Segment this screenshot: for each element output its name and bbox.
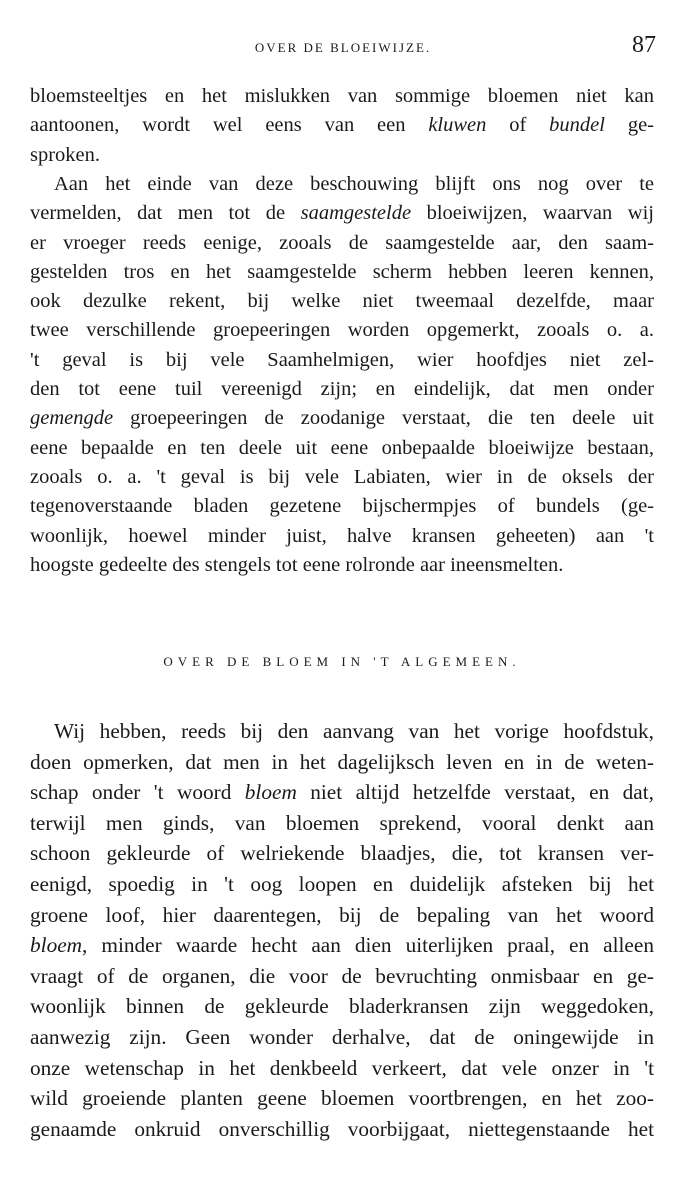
text-segment: , minder waarde hecht aan dien uiterlijken praal, en alleen: [82, 933, 654, 958]
text-segment: vraagt of de organen, die voor de bevruchting onmisbaar en ge-: [30, 963, 654, 988]
text-line: [30, 170, 654, 199]
text-line: [30, 346, 654, 375]
text-segment: twee verschillende groepeeringen worden opgemerkt, zooals o. a.: [30, 319, 654, 342]
text-segment: schoon gekleurde of welriekende blaadjes, die, tot kransen ver-: [30, 841, 654, 866]
text-line: [30, 404, 654, 433]
text-segment: groepeeringen de zoodanige verstaat, die ten deele uit: [113, 407, 654, 430]
text-line: [30, 1022, 654, 1053]
text-line: [30, 141, 654, 170]
text-line: [30, 287, 654, 316]
text-segment: ook dezulke rekent, bij welke niet tweemaal dezelfde, maar: [30, 290, 654, 313]
text-line: [30, 838, 654, 869]
text-segment: eenigd, spoedig in 't oog loopen en duidelijk afsteken bij het: [30, 872, 654, 896]
text-line: [30, 111, 654, 140]
text-segment: er vroeger reeds eenige, zooals de saamgestelde aar, den saam-: [30, 231, 654, 254]
text-segment: terwijl men ginds, van bloemen sprekend, vooral denkt aan: [30, 810, 654, 835]
text-line: [30, 1114, 654, 1145]
text-segment: bloeiwijzen, waarvan wij: [411, 202, 654, 225]
italic-term: kluwen: [428, 114, 487, 137]
text-segment: gestelden tros en het saamgestelde scherm hebben leeren kennen,: [30, 260, 654, 283]
text-segment: of: [486, 114, 550, 137]
text-line: [30, 777, 654, 808]
text-segment: aanwezig zijn. Geen wonder derhalve, dat de oningewijde in: [30, 1025, 654, 1049]
text-line: [30, 991, 654, 1022]
text-line: [30, 1083, 654, 1114]
text-line: [30, 1053, 654, 1084]
text-line: [30, 747, 654, 778]
text-segment: groene loof, hier daarentegen, bij de bepaling van het woord: [30, 902, 654, 927]
text-line: [30, 82, 654, 111]
text-segment: vermelden, dat men tot de: [30, 202, 301, 225]
text-segment: Wij hebben, reeds bij den aanvang van het vorige hoofdstuk,: [54, 719, 654, 743]
text-line: [30, 869, 654, 900]
text-line: [30, 522, 654, 551]
text-segment: den tot eene tuil vereenigd zijn; en eindelijk, dat men onder: [30, 378, 654, 400]
italic-term: saamgestelde: [300, 202, 412, 225]
running-title: OVER DE BLOEIWIJZE.: [254, 40, 432, 55]
text-line: [30, 808, 654, 839]
text-line: [30, 961, 654, 992]
text-line: [30, 492, 654, 521]
text-segment: schap onder 't woord: [30, 780, 245, 805]
text-segment: niet altijd hetzelfde verstaat, en dat,: [296, 780, 654, 805]
text-segment: wild groeiende planten geene bloemen voortbrengen, en het zoo-: [30, 1086, 654, 1111]
text-segment: woonlijk, hoewel minder juist, halve kransen geheeten) aan 't: [30, 524, 654, 547]
italic-term: bloem: [30, 933, 83, 958]
text-segment: bloemsteeltjes en het mislukken van sommige bloemen niet kan: [30, 85, 654, 107]
text-line: [30, 716, 654, 747]
text-line: [30, 258, 654, 287]
text-line: [30, 463, 654, 492]
italic-term: bloem: [244, 780, 297, 805]
text-segment: tegenoverstaande bladen gezetene bijschermpjes of bundels (ge-: [30, 495, 654, 518]
text-line: [30, 316, 654, 345]
page-number: 87: [632, 32, 656, 58]
text-segment: hoogste gedeelte des stengels tot eene rolronde aar ineensmelten.: [30, 553, 564, 576]
text-segment: Aan het einde van deze beschouwing blijft ons nog over te: [54, 172, 654, 195]
text-segment: eene bepaalde en ten deele uit eene onbepaalde bloeiwijze bestaan,: [30, 436, 654, 459]
page-header: [30, 30, 656, 64]
text-line: [30, 551, 654, 580]
text-segment: doen opmerken, dat men in het dagelijksch leven en in de weten-: [30, 749, 654, 774]
text-segment: ge-: [604, 114, 654, 137]
text-line: [30, 199, 654, 228]
text-line: [30, 229, 654, 258]
text-segment: woonlijk binnen de gekleurde bladerkransen zijn weggedoken,: [30, 994, 654, 1019]
text-segment: genaamde onkruid onverschillig voorbijgaat, niettegenstaande het: [30, 1116, 654, 1141]
italic-term: bundel: [549, 114, 605, 137]
text-line: [30, 375, 654, 404]
text-segment: onze wetenschap in het denkbeeld verkeert, dat vele onzer in 't: [30, 1055, 654, 1080]
text-segment: 't geval is bij vele Saamhelmigen, wier hoofdjes niet zel-: [30, 348, 654, 371]
text-line: [30, 900, 654, 931]
section-heading: OVER DE BLOEM IN 'T ALGEMEEN.: [163, 654, 521, 669]
text-segment: aantoonen, wordt wel eens van een: [30, 114, 429, 137]
text-segment: sproken.: [30, 143, 101, 166]
text-line: [30, 434, 654, 463]
text-line: [30, 930, 654, 961]
text-segment: zooals o. a. 't geval is bij vele Labiaten, wier in de oksels der: [30, 465, 654, 488]
italic-term: gemengde: [30, 407, 114, 430]
